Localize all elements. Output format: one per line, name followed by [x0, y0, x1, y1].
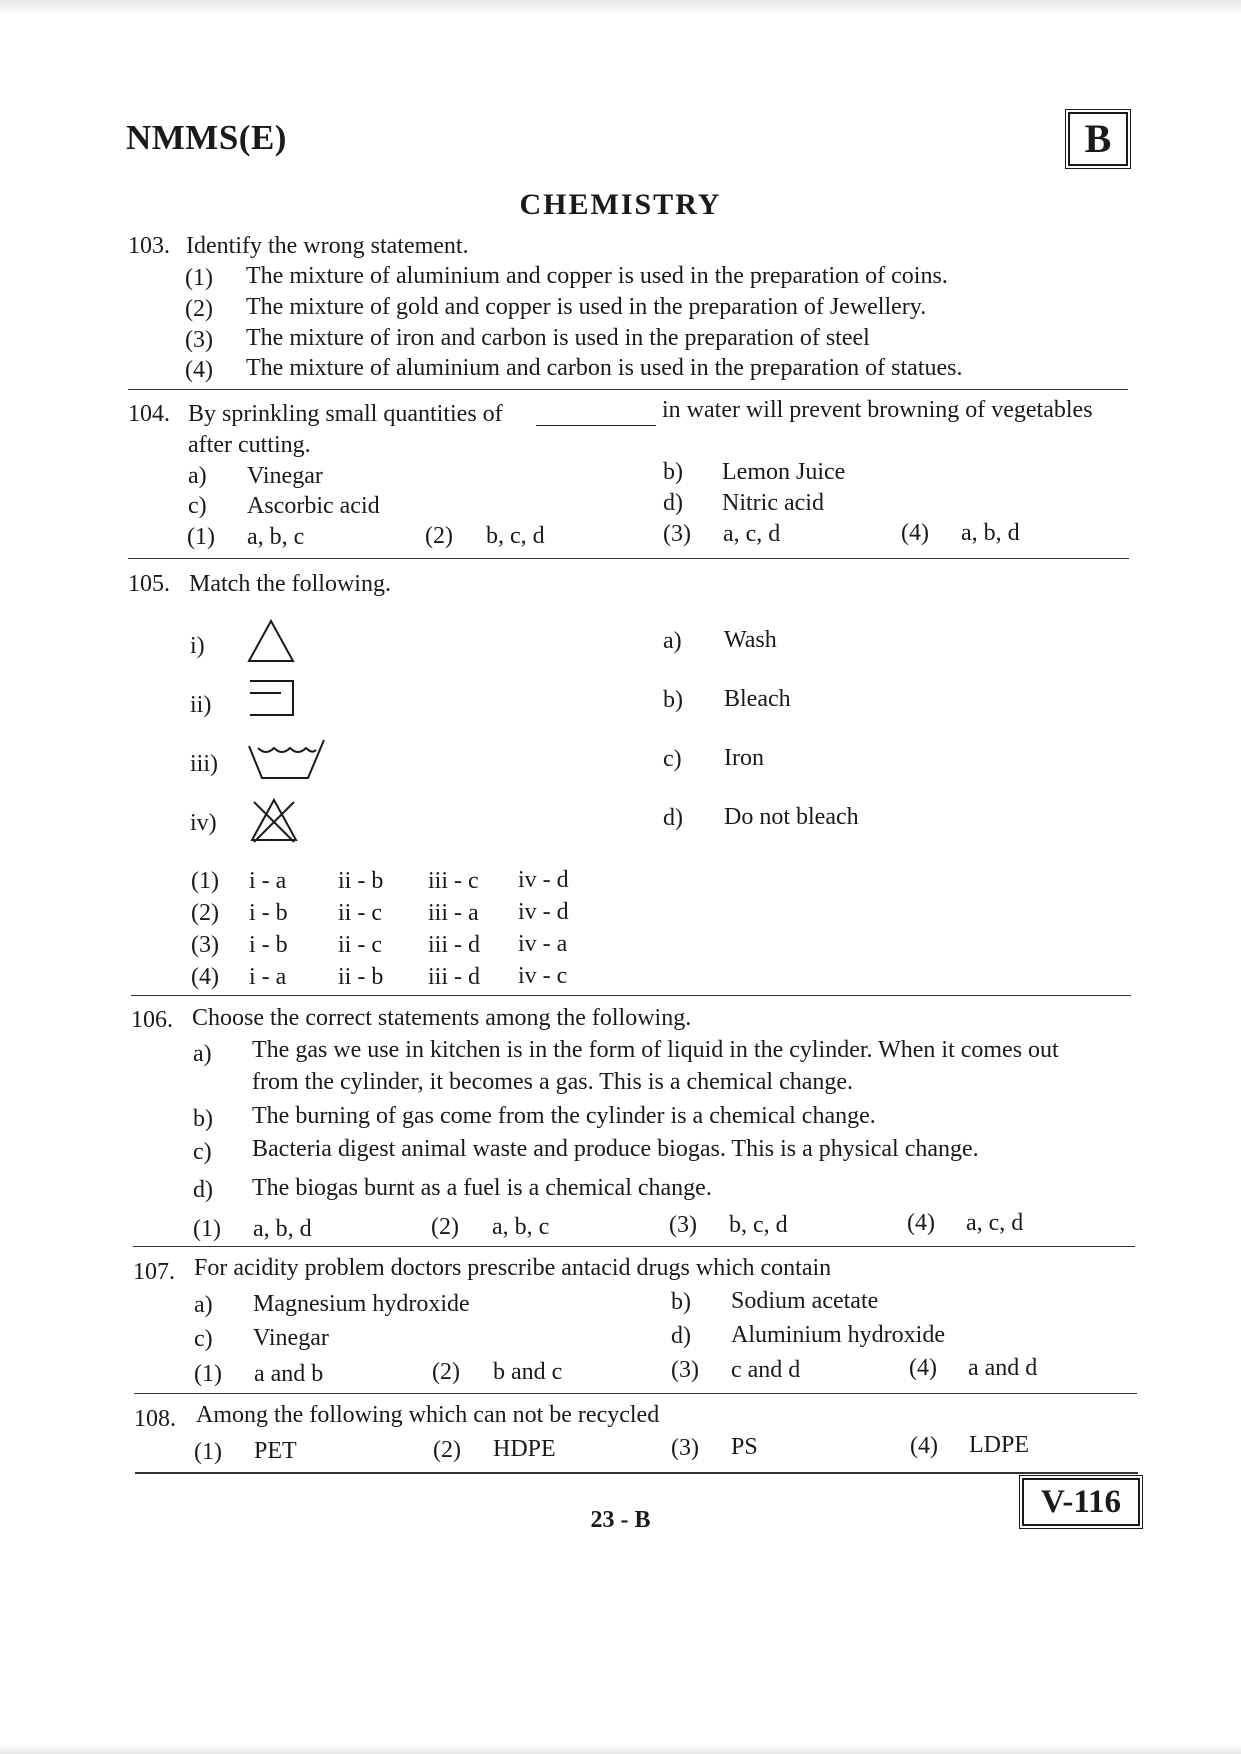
- option-text: The mixture of iron and carbon is used in the preparation of steel: [246, 325, 870, 351]
- item-key: b): [193, 1106, 213, 1132]
- item-key: d): [663, 490, 683, 516]
- item-key: a): [188, 463, 207, 489]
- answer-text: HDPE: [493, 1436, 556, 1462]
- question-stem: By sprinkling small quantities of: [188, 401, 503, 427]
- answer-number: (3): [669, 1212, 697, 1238]
- divider: [134, 1393, 1137, 1394]
- answer-number: (4): [909, 1355, 937, 1381]
- answer-pair: iii - a: [428, 900, 479, 926]
- answer-number: (1): [194, 1361, 222, 1387]
- option-number: (4): [185, 357, 213, 383]
- answer-text: a and b: [254, 1361, 324, 1387]
- answer-text: PS: [731, 1434, 758, 1460]
- divider: [131, 995, 1131, 996]
- answer-pair: ii - b: [338, 964, 384, 990]
- question-stem: Identify the wrong statement.: [186, 233, 469, 259]
- item-text-continued: from the cylinder, it becomes a gas. This is a chemical change.: [252, 1069, 854, 1095]
- item-text: Aluminium hydroxide: [731, 1322, 945, 1348]
- answer-text: a, c, d: [966, 1210, 1024, 1236]
- answer-text: a, b, d: [253, 1216, 312, 1242]
- answer-number: (2): [433, 1437, 461, 1463]
- item-key: c): [194, 1326, 213, 1352]
- question-stem: Among the following which can not be recycled: [196, 1402, 660, 1428]
- answer-number: (2): [431, 1214, 459, 1240]
- divider: [128, 558, 1129, 559]
- answer-pair: ii - c: [338, 932, 382, 958]
- item-key: d): [193, 1177, 213, 1203]
- answer-pair: i - b: [249, 900, 288, 926]
- paper-code-box: V-116: [1022, 1478, 1140, 1526]
- item-key: c): [193, 1139, 212, 1165]
- answer-pair: iv - d: [518, 899, 569, 925]
- match-right-text: Bleach: [724, 686, 791, 712]
- answer-pair: iii - d: [428, 932, 480, 958]
- item-text: Sodium acetate: [731, 1288, 879, 1314]
- item-key: a): [194, 1292, 213, 1318]
- item-text: The biogas burnt as a fuel is a chemical change.: [252, 1175, 712, 1201]
- answer-number: (3): [671, 1357, 699, 1383]
- match-right-text: Wash: [724, 627, 777, 653]
- answer-number: (1): [194, 1439, 222, 1465]
- answer-pair: i - b: [249, 932, 288, 958]
- question-number: 107.: [133, 1259, 175, 1285]
- answer-text: b, c, d: [729, 1212, 788, 1238]
- answer-text: a, b, c: [492, 1214, 550, 1240]
- answer-text: a and d: [968, 1355, 1038, 1381]
- question-stem: Match the following.: [189, 571, 391, 597]
- iron-symbol-icon: [247, 677, 299, 719]
- answer-text: PET: [254, 1438, 297, 1464]
- answer-text: a, b, d: [961, 520, 1020, 546]
- match-left-key: ii): [190, 692, 212, 718]
- answer-number: (3): [671, 1435, 699, 1461]
- fill-in-blank: [536, 405, 656, 426]
- answer-text: LDPE: [969, 1432, 1029, 1458]
- answer-text: a, b, c: [247, 524, 305, 550]
- answer-text: b and c: [493, 1359, 563, 1385]
- question-number: 106.: [131, 1007, 173, 1033]
- triangle-icon: [246, 618, 296, 664]
- item-text: Vinegar: [247, 463, 323, 489]
- option-text: The mixture of gold and copper is used in the preparation of Jewellery.: [246, 294, 927, 320]
- match-left-key: iii): [190, 751, 218, 777]
- answer-pair: iii - c: [428, 868, 479, 894]
- subject-title: CHEMISTRY: [519, 188, 722, 221]
- answer-number: (3): [191, 932, 219, 958]
- answer-number: (2): [425, 523, 453, 549]
- divider: [133, 1246, 1135, 1247]
- answer-text: a, c, d: [723, 521, 781, 547]
- option-number: (1): [185, 265, 213, 291]
- item-text: Bacteria digest animal waste and produce biogas. This is a physical change.: [252, 1136, 979, 1162]
- match-right-text: Do not bleach: [724, 804, 859, 830]
- match-right-key: a): [663, 628, 682, 654]
- question-number: 104.: [128, 401, 170, 427]
- answer-number: (3): [663, 521, 691, 547]
- wash-tub-icon: [246, 736, 334, 782]
- answer-pair: iv - a: [518, 931, 568, 957]
- match-left-key: iv): [190, 810, 217, 836]
- divider: [135, 1472, 1138, 1474]
- scan-edge-top: [0, 0, 1241, 14]
- answer-pair: iv - c: [518, 963, 568, 989]
- answer-pair: i - a: [249, 964, 287, 990]
- item-text: Lemon Juice: [722, 459, 846, 485]
- divider: [128, 389, 1128, 390]
- item-text: Vinegar: [253, 1325, 329, 1351]
- item-text: The gas we use in kitchen is in the form of liquid in the cylinder. When it comes out: [252, 1037, 1059, 1063]
- question-stem: Choose the correct statements among the following.: [192, 1005, 692, 1031]
- answer-text: c and d: [731, 1357, 801, 1383]
- crossed-triangle-icon: [248, 796, 300, 844]
- item-key: c): [188, 493, 207, 519]
- answer-number: (2): [432, 1359, 460, 1385]
- answer-pair: ii - b: [338, 868, 384, 894]
- option-text: The mixture of aluminium and carbon is used in the preparation of statues.: [246, 355, 963, 381]
- set-label-box: B: [1068, 112, 1128, 166]
- answer-pair: iv - d: [518, 867, 569, 893]
- answer-number: (1): [193, 1216, 221, 1242]
- scan-edge-bottom: [0, 1744, 1241, 1754]
- match-left-key: i): [190, 633, 205, 659]
- option-number: (2): [185, 296, 213, 322]
- match-right-text: Iron: [724, 745, 764, 771]
- answer-number: (4): [910, 1433, 938, 1459]
- match-right-key: d): [663, 805, 683, 831]
- item-text: Nitric acid: [722, 490, 824, 516]
- question-stem-continued: in water will prevent browning of vegetables: [662, 397, 1093, 423]
- answer-number: (4): [901, 520, 929, 546]
- answer-number: (1): [191, 868, 219, 894]
- question-number: 105.: [128, 571, 170, 597]
- option-number: (3): [185, 327, 213, 353]
- answer-number: (2): [191, 900, 219, 926]
- item-key: d): [671, 1323, 691, 1349]
- item-key: a): [193, 1041, 212, 1067]
- match-right-key: b): [663, 687, 683, 713]
- question-stem-line2: after cutting.: [188, 432, 311, 458]
- item-key: b): [671, 1289, 691, 1315]
- item-text: The burning of gas come from the cylinder is a chemical change.: [252, 1103, 876, 1129]
- question-number: 108.: [134, 1406, 176, 1432]
- exam-code: NMMS(E): [126, 118, 287, 157]
- match-right-key: c): [663, 746, 682, 772]
- answer-number: (4): [191, 964, 219, 990]
- item-text: Ascorbic acid: [247, 493, 380, 519]
- option-text: The mixture of aluminium and copper is used in the preparation of coins.: [246, 263, 948, 289]
- answer-pair: i - a: [249, 868, 287, 894]
- question-stem: For acidity problem doctors prescribe antacid drugs which contain: [194, 1255, 832, 1281]
- item-key: b): [663, 459, 683, 485]
- page-number: 23 - B: [590, 1507, 651, 1533]
- answer-text: b, c, d: [486, 523, 545, 549]
- answer-number: (4): [907, 1210, 935, 1236]
- answer-pair: ii - c: [338, 900, 382, 926]
- answer-number: (1): [187, 524, 215, 550]
- answer-pair: iii - d: [428, 964, 480, 990]
- question-number: 103.: [128, 233, 170, 259]
- item-text: Magnesium hydroxide: [253, 1291, 470, 1317]
